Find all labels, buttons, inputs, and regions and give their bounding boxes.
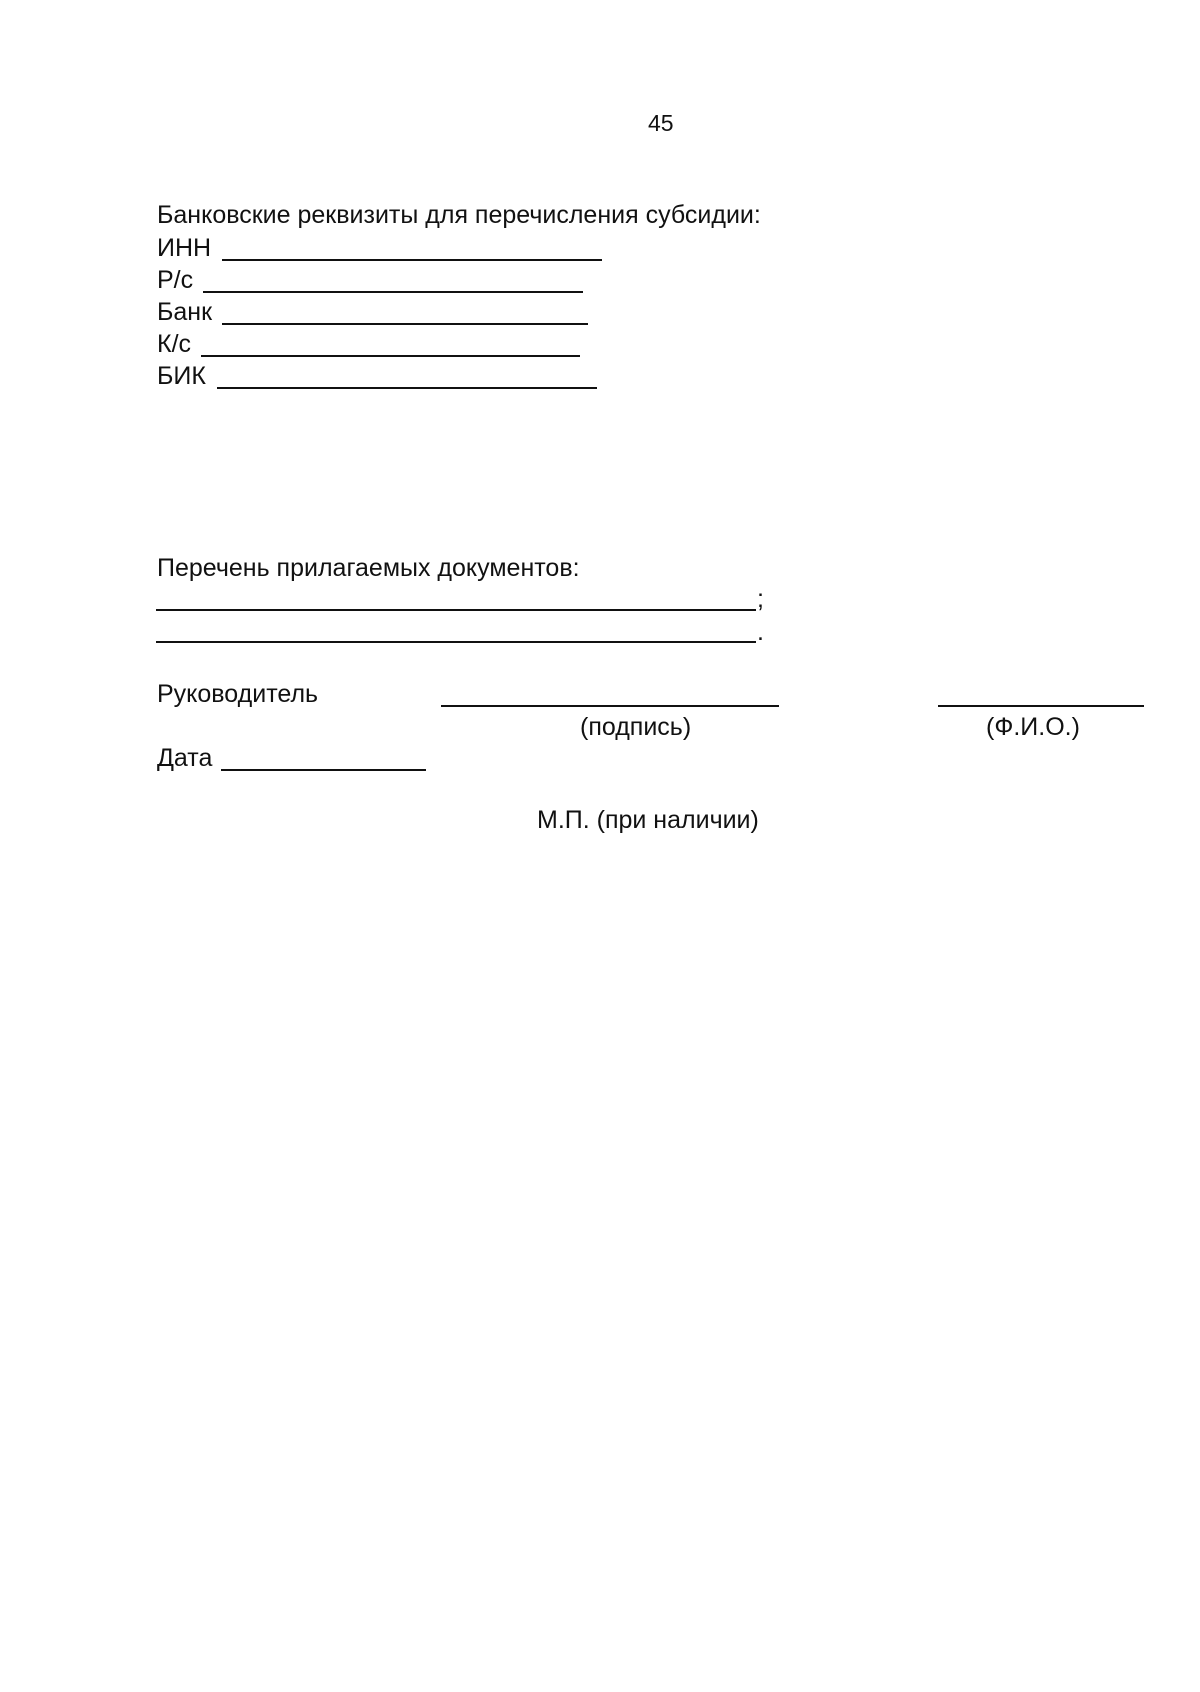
bik-label: БИК bbox=[157, 362, 206, 390]
bank-field[interactable] bbox=[222, 323, 588, 325]
fio-caption: (Ф.И.О.) bbox=[986, 713, 1080, 741]
document-entry-end-mark-1: ; bbox=[757, 585, 764, 613]
stamp-note: М.П. (при наличии) bbox=[537, 806, 759, 834]
page-number: 45 bbox=[648, 110, 674, 136]
bank-label: Банк bbox=[157, 298, 213, 326]
fio-field[interactable] bbox=[938, 705, 1144, 707]
account-label: Р/с bbox=[157, 266, 194, 294]
date-label: Дата bbox=[157, 744, 213, 772]
account-field[interactable] bbox=[203, 291, 583, 293]
signature-field[interactable] bbox=[441, 705, 779, 707]
inn-label: ИНН bbox=[157, 234, 212, 262]
document-entry-line-2[interactable] bbox=[156, 641, 756, 643]
signature-caption: (подпись) bbox=[580, 713, 692, 741]
correspondent-account-label: К/с bbox=[157, 330, 192, 358]
inn-field[interactable] bbox=[222, 259, 602, 261]
correspondent-account-field[interactable] bbox=[201, 355, 580, 357]
bik-field[interactable] bbox=[217, 387, 597, 389]
attached-documents-heading: Перечень прилагаемых документов: bbox=[157, 554, 580, 582]
document-entry-line-1[interactable] bbox=[156, 609, 756, 611]
date-field[interactable] bbox=[221, 769, 426, 771]
head-label: Руководитель bbox=[157, 680, 319, 708]
document-entry-end-mark-2: . bbox=[757, 618, 764, 646]
bank-details-heading: Банковские реквизиты для перечисления субсидии: bbox=[157, 201, 761, 229]
